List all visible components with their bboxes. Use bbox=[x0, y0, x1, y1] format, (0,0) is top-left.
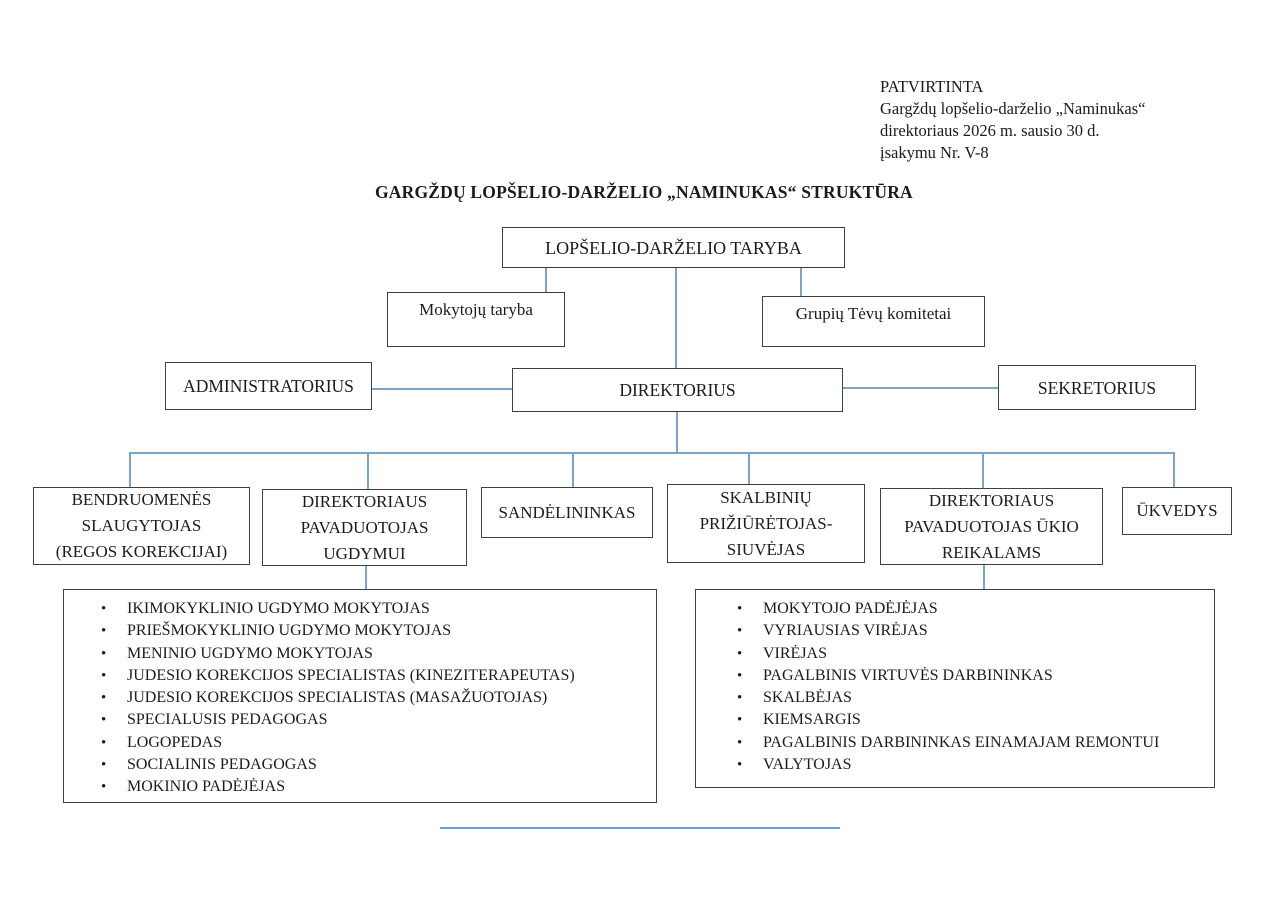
box-label-line: DIREKTORIAUS bbox=[301, 491, 428, 511]
connector-drop-skalbiniu bbox=[748, 452, 750, 484]
connector-drop-pavaduotojas-ugdymui bbox=[367, 452, 369, 489]
box-label-line: UGDYMUI bbox=[323, 543, 406, 563]
list-item-label: LOGOPEDAS bbox=[127, 733, 223, 751]
bullet-icon: • bbox=[737, 667, 743, 684]
bullet-icon: • bbox=[737, 623, 743, 640]
list-item bbox=[64, 709, 656, 731]
box-sekretorius bbox=[998, 365, 1196, 410]
list-item bbox=[696, 643, 1214, 665]
list-item bbox=[64, 598, 656, 620]
bullet-icon: • bbox=[101, 623, 107, 640]
connector-taryba-grupiu bbox=[800, 268, 802, 296]
bullet-icon: • bbox=[101, 779, 107, 796]
list-item bbox=[64, 620, 656, 642]
box-lopselio-darzelio-taryba bbox=[502, 227, 845, 268]
list-item bbox=[64, 776, 656, 798]
box-administratorius bbox=[165, 362, 372, 410]
box-label: DIREKTORIUS bbox=[619, 380, 736, 400]
bullet-icon: • bbox=[101, 645, 107, 662]
page-title: GARGŽDŲ LOPŠELIO-DARŽELIO „NAMINUKAS“ STRUKTŪRA bbox=[375, 182, 913, 202]
connector-direktorius-down bbox=[676, 412, 678, 452]
bullet-icon: • bbox=[737, 601, 743, 617]
list-item bbox=[696, 754, 1214, 776]
bullet-icon: • bbox=[737, 757, 743, 774]
list-item-label: JUDESIO KOREKCIJOS SPECIALISTAS (KINEZITERAPEUTAS) bbox=[127, 666, 575, 684]
bullet-icon: • bbox=[101, 712, 107, 729]
box-label-line: PRIŽIŪRĖTOJAS- bbox=[699, 513, 833, 533]
box-mokytoju-taryba bbox=[387, 292, 565, 347]
connector-ugdymui-list bbox=[365, 566, 367, 589]
bullet-icon: • bbox=[101, 601, 107, 617]
list-item-label: VYRIAUSIAS VIRĖJAS bbox=[763, 622, 928, 640]
connector-drop-ukvedys bbox=[1173, 452, 1175, 487]
bullet-icon: • bbox=[101, 757, 107, 774]
box-label-line: REIKALAMS bbox=[941, 542, 1042, 562]
list-item bbox=[64, 643, 656, 665]
connector-direktorius-sekretorius bbox=[843, 387, 998, 389]
box-label-line: PAVADUOTOJAS ŪKIO bbox=[904, 516, 1079, 536]
connector-drop-bendruomenes bbox=[129, 452, 131, 487]
connector-taryba-mokytoju bbox=[545, 268, 547, 292]
box-label-line: SIUVĖJAS bbox=[726, 539, 806, 559]
list-item-label: PAGALBINIS DARBININKAS EINAMAJAM REMONTUI bbox=[763, 733, 1160, 751]
box-label: ADMINISTRATORIUS bbox=[183, 376, 354, 396]
connector-drop-pavaduotojas-ukio bbox=[982, 452, 984, 488]
connector-ukio-list bbox=[983, 565, 985, 589]
list-item-label: SPECIALUSIS PEDAGOGAS bbox=[127, 711, 328, 729]
connector-taryba-direktorius bbox=[675, 268, 677, 368]
list-item bbox=[696, 732, 1214, 754]
list-item-label: VALYTOJAS bbox=[763, 756, 852, 774]
list-item bbox=[696, 709, 1214, 731]
approval-line-3: direktoriaus 2026 m. sausio 30 d. bbox=[880, 121, 1100, 140]
list-item-label: PAGALBINIS VIRTUVĖS DARBININKAS bbox=[763, 666, 1053, 684]
list-item-label: SOCIALINIS PEDAGOGAS bbox=[127, 756, 317, 774]
bullet-icon: • bbox=[737, 690, 743, 707]
list-item-label: PRIEŠMOKYKLINIO UGDYMO MOKYTOJAS bbox=[127, 622, 452, 640]
list-item-label: SKALBĖJAS bbox=[763, 689, 852, 707]
approval-line-1: PATVIRTINTA bbox=[880, 77, 984, 96]
list-item-label: IKIMOKYKLINIO UGDYMO MOKYTOJAS bbox=[127, 600, 430, 617]
list-item bbox=[64, 732, 656, 754]
approval-block bbox=[880, 76, 1145, 164]
right-staff-list bbox=[695, 589, 1215, 788]
box-bendruomenes-slaugytojas bbox=[33, 487, 250, 565]
box-label: Grupių Tėvų komitetai bbox=[795, 304, 952, 323]
connector-administratorius-direktorius bbox=[372, 388, 512, 390]
box-ukvedys bbox=[1122, 487, 1232, 535]
list-item-label: KIEMSARGIS bbox=[763, 711, 861, 729]
box-pavaduotojas-ukio bbox=[880, 488, 1103, 565]
box-label: Mokytojų taryba bbox=[419, 300, 533, 319]
box-label-line: (REGOS KOREKCIJAI) bbox=[55, 542, 228, 561]
list-item-label: JUDESIO KOREKCIJOS SPECIALISTAS (MASAŽUOTOJAS) bbox=[127, 689, 548, 707]
box-label-line: SKALBINIŲ bbox=[720, 487, 812, 507]
box-label: LOPŠELIO-DARŽELIO TARYBA bbox=[545, 237, 802, 258]
approval-line-2: Gargždų lopšelio-darželio „Naminukas“ bbox=[880, 99, 1146, 118]
box-label-line: PAVADUOTOJAS bbox=[300, 517, 429, 537]
list-item-label: MENINIO UGDYMO MOKYTOJAS bbox=[127, 644, 373, 662]
list-item-label: VIRĖJAS bbox=[763, 644, 828, 662]
connector-main-horizontal bbox=[129, 452, 1175, 454]
connector-drop-sandelininkas bbox=[572, 452, 574, 487]
list-item bbox=[64, 687, 656, 709]
bullet-icon: • bbox=[737, 712, 743, 729]
box-pavaduotojas-ugdymui bbox=[262, 489, 467, 566]
list-item bbox=[696, 620, 1214, 642]
box-label: SEKRETORIUS bbox=[1037, 377, 1157, 398]
bullet-icon: • bbox=[737, 734, 743, 751]
box-label: ŪKVEDYS bbox=[1136, 501, 1218, 520]
list-item bbox=[64, 665, 656, 687]
box-direktorius bbox=[512, 368, 843, 412]
bullet-icon: • bbox=[737, 645, 743, 662]
box-label-line: SLAUGYTOJAS bbox=[81, 516, 202, 535]
bottom-divider-line bbox=[440, 827, 840, 829]
box-label-line: BENDRUOMENĖS bbox=[71, 490, 212, 509]
bullet-icon: • bbox=[101, 667, 107, 684]
bullet-icon: • bbox=[101, 734, 107, 751]
list-item bbox=[696, 665, 1214, 687]
list-item bbox=[696, 598, 1214, 620]
box-label-line: DIREKTORIAUS bbox=[928, 490, 1055, 510]
left-staff-list bbox=[63, 589, 657, 803]
list-item bbox=[696, 687, 1214, 709]
box-skalbiniu-priziuretojas bbox=[667, 484, 865, 563]
list-item-label: MOKINIO PADĖJĖJAS bbox=[127, 778, 286, 796]
box-grupiu-tevu-komitetai bbox=[762, 296, 985, 347]
list-item-label: MOKYTOJO PADĖJĖJAS bbox=[763, 600, 938, 617]
approval-line-4: įsakymu Nr. V-8 bbox=[880, 143, 989, 162]
box-label: SANDĖLININKAS bbox=[498, 502, 636, 522]
box-sandelininkas bbox=[481, 487, 653, 538]
bullet-icon: • bbox=[101, 690, 107, 707]
list-item bbox=[64, 754, 656, 776]
